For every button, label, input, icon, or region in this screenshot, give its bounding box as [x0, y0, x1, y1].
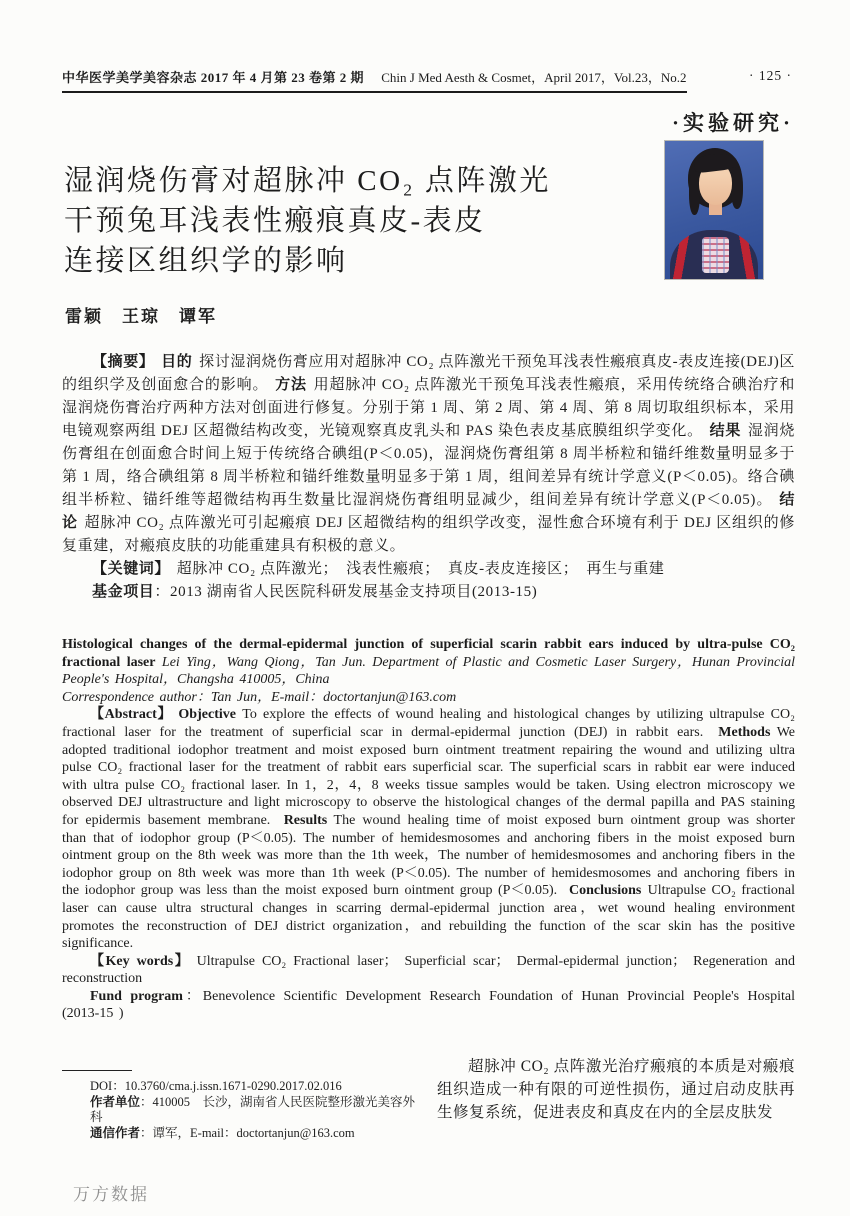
- english-fund-text: ：Benevolence Scientific Development Research Foundation of Hunan Provincial People's Hospital (2013-15 ): [62, 988, 795, 1022]
- journal-title-english: Chin J Med Aesth & Cosmet，April 2017，Vol.23，No.2: [381, 70, 687, 85]
- english-keywords-line: [62, 953, 795, 988]
- body-paragraph: 超脉冲 CO₂ 点阵激光治疗瘢痕的本质是对瘢痕组织造成一种有限的可逆性损伤，通过启动皮肤再生修复系统，促进表皮和真皮在内的全层皮肤发: [437, 1058, 795, 1121]
- author-names: 雷颖 王琼 谭军: [65, 307, 217, 326]
- abstract-chinese-paragraph: [62, 351, 795, 558]
- english-title-paragraph: [62, 636, 795, 689]
- affiliation-text: ：410005 长沙，湖南省人民医院整形激光美容外科: [90, 1094, 416, 1124]
- affiliation-label: 作者单位: [90, 1094, 141, 1109]
- fund-label: 基金项目: [92, 584, 155, 600]
- journal-title-chinese: 中华医学美学美容杂志 2017 年 4 月第 23 卷第 2 期: [62, 70, 365, 85]
- section-label: ·实验研究·: [671, 111, 794, 135]
- conclusion-label: 结论: [62, 492, 795, 531]
- affiliation-line: [90, 1095, 422, 1126]
- footnote-divider: [62, 1070, 132, 1071]
- english-fund-label: Fund program: [90, 988, 183, 1004]
- english-fund-line: [62, 988, 795, 1023]
- page-header: [62, 67, 792, 93]
- fund-text: ：2013 湖南省人民医院科研发展基金支持项目(2013-15): [154, 584, 538, 600]
- page-number: · 125 ·: [749, 68, 792, 83]
- english-block: [62, 636, 795, 1023]
- english-results-text: The wound healing time of moist exposed burn ointment group was shorter than that of iodophor group (P＜0.05). The number of hemidesmosomes and anchoring fibers in the moist exposed burn ointment group on the 8th week was more than the 1th week，The number of hemidesmosomes and anchoring fibers in the iodophor group on 8th week was more than 1th week (P＜0.05). The number of hemidesmosomes and anchoring fibers in the iodophor group was less than the moist exposed burn ointment group (P＜0.05).: [62, 812, 796, 899]
- journal-masthead: [62, 67, 687, 93]
- objective-text: 探讨湿润烧伤膏应用对超脉冲 CO₂ 点阵激光干预兔耳浅表性瘢痕真皮-表皮连接(DEJ)区的组织学及创面愈合的影响。: [62, 354, 796, 393]
- correspondence-label: 通信作者: [90, 1125, 141, 1140]
- doi-line: DOI：10.3760/cma.j.issn.1671-0290.2017.02.016: [90, 1079, 342, 1093]
- english-authors-affiliation: Lei Ying，Wang Qiong，Tan Jun. Department of Plastic and Cosmetic Laser Surgery，Hunan Provincial People's Hospital，Changsha 410005，China: [62, 654, 796, 688]
- article-title-line-3: 连接区组织学的影响: [64, 245, 348, 277]
- abstract-chinese-block: [62, 351, 795, 604]
- article-title-line-2: 干预兔耳浅表性瘢痕真皮-表皮: [64, 205, 486, 237]
- english-methods-text: We adopted traditional iodophor treatment and moist exposed burn ointment treatment repairing the wound and utilizing ultra pulse CO₂ fractional laser for the treatment of rabbit ears superficial scar. The superficial scars in rabbit ear were induced with ultra pulse CO₂ fractional laser. In 1，2，4，8 weeks tissue samples would be taken. Using electron microscopy we observed DEJ ultrastructure and light microscopy to observe the histological changes of the dermal papilla and PAS staining for epidermis basement membrane.: [62, 724, 796, 828]
- article-title: [64, 161, 644, 281]
- author-photo: [664, 140, 764, 280]
- english-conclusions-label: Conclusions: [568, 883, 642, 899]
- objective-label: 目的: [161, 354, 193, 370]
- english-title: Histological changes of the dermal-epidermal junction of superficial scarin rabbit ears induced by ultra-pulse CO₂ fractional laser: [62, 637, 795, 670]
- english-keywords-text: Ultrapulse CO₂ Fractional laser； Superficial scar； Dermal-epidermal junction； Regeneration and reconstruction: [62, 953, 796, 987]
- photo-hair-strand-right: [731, 167, 743, 209]
- english-correspondence: Correspondence author：Tan Jun，E-mail：doctortanjun@163.com: [62, 689, 457, 705]
- keywords-text: 超脉冲 CO₂ 点阵激光； 浅表性瘢痕； 真皮-表皮连接区； 再生与重建: [176, 561, 665, 577]
- correspondence-line: [90, 1126, 422, 1142]
- fund-line: [62, 581, 795, 604]
- abstract-label: 【摘要】: [92, 354, 155, 370]
- photo-plaid-collar: [702, 237, 729, 273]
- english-methods-label: Methods: [718, 724, 771, 740]
- english-objective-text: To explore the effects of wound healing and histological changes by utilizing ultrapulse CO₂ fractional laser for the treatment of superficial scar in dermal-epidermal junction (DEJ) in rabbit ears.: [62, 707, 795, 740]
- article-title-line-1: 湿润烧伤膏对超脉冲 CO₂ 点阵激光: [64, 165, 551, 197]
- english-abstract-label: 【Abstract】: [90, 707, 173, 723]
- body-text-column: [437, 1056, 795, 1124]
- results-text: 湿润烧伤膏组在创面愈合时间上短于传统络合碘组(P＜0.05)，湿润烧伤膏组第 8 周半桥粒和锚纤维数量明显多于第 1 周，络合碘组第 8 周半桥粒和锚纤维数量明显多于第 1 周，组间差异有统计学意义(P＜0.05)。络合碘组半桥粒、锚纤维等超微结构再生数量比湿润烧伤膏组明显减少，组间差异有统计学意义(P＜0.05)。: [62, 423, 795, 508]
- english-conclusions-text: Ultrapulse CO₂ fractional laser can cause ultra structural changes in scarring dermal-epidermal junction area，wet wound healing environment promotes the reconstruction of DEJ district organization，and rebuilding the function of the scar skin has the positive significance.: [62, 883, 796, 952]
- english-abstract-paragraph: [62, 706, 795, 952]
- methods-text: 用超脉冲 CO₂ 点阵激光干预兔耳浅表性瘢痕，采用传统络合碘治疗和湿润烧伤膏治疗两种方法对创面进行修复。分别于第 1 周、第 2 周、第 4 周、第 8 周切取组织标本，采用电镜观察两组 DEJ 区超微结构改变，光镜观察真皮乳头和 PAS 染色表皮基底膜组织学变化。: [62, 377, 796, 439]
- footnote-block: [62, 1070, 422, 1141]
- methods-label: 方法: [275, 377, 307, 393]
- keywords-line: [62, 558, 795, 581]
- english-keywords-label: 【Key words】: [90, 953, 191, 969]
- keywords-label: 【关键词】: [92, 561, 171, 577]
- conclusion-text: 超脉冲 CO₂ 点阵激光可引起瘢痕 DEJ 区超微结构的组织学改变，湿性愈合环境有利于 DEJ 区组织的修复重建，对瘢痕皮肤的功能重建具有积极的意义。: [62, 515, 795, 554]
- results-label: 结果: [709, 423, 742, 439]
- english-objective-label: Objective: [178, 707, 236, 723]
- wanfang-watermark: 万方数据: [73, 1185, 149, 1204]
- english-results-label: Results: [283, 812, 328, 828]
- correspondence-text: ：谭军，E-mail：doctortanjun@163.com: [140, 1125, 355, 1140]
